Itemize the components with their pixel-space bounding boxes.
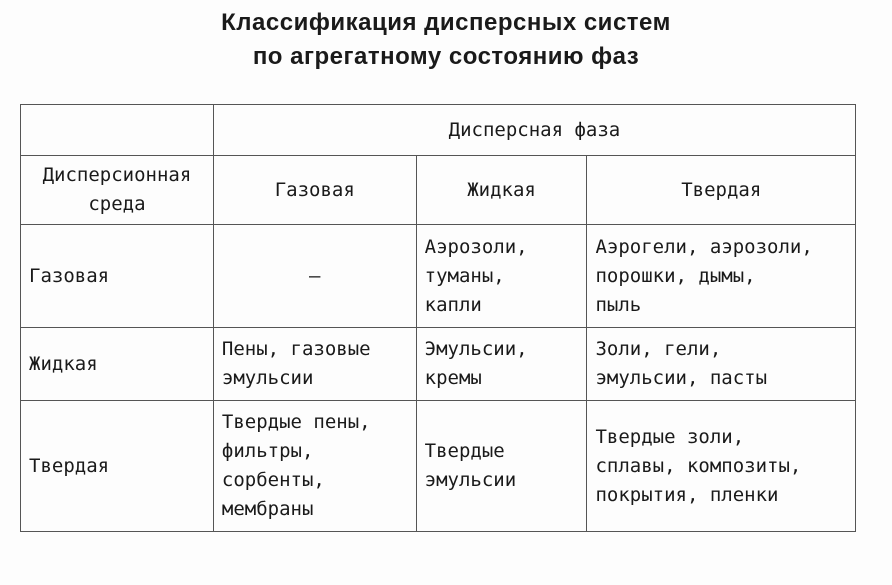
cell-solid-gas: Твердые пены, фильтры, сорбенты, мембраны	[213, 401, 416, 532]
column-header-gas: Газовая	[213, 156, 416, 225]
cell-gas-solid: Аэрогели, аэрозоли, порошки, дымы, пыль	[587, 225, 856, 328]
cell-gas-liquid: Аэрозоли, туманы, капли	[416, 225, 587, 328]
phase-header-cell: Дисперсная фаза	[213, 105, 855, 156]
table-header-row	[21, 105, 856, 156]
cell-liquid-gas: Пены, газовые эмульсии	[213, 328, 416, 401]
row-header-liquid: Жидкая	[21, 328, 214, 401]
title-line-1: Классификация дисперсных систем	[221, 9, 671, 36]
page-title	[0, 6, 892, 74]
column-header-liquid: Жидкая	[416, 156, 587, 225]
cell-liquid-liquid: Эмульсии, кремы	[416, 328, 587, 401]
corner-cell	[21, 105, 214, 156]
table-row	[21, 225, 856, 328]
table-row	[21, 328, 856, 401]
table-row	[21, 401, 856, 532]
table-subheader-row	[21, 156, 856, 225]
row-header-gas: Газовая	[21, 225, 214, 328]
cell-liquid-solid: Золи, гели, эмульсии, пасты	[587, 328, 856, 401]
cell-solid-solid: Твердые золи, сплавы, композиты, покрытия, пленки	[587, 401, 856, 532]
column-header-solid: Твердая	[587, 156, 856, 225]
cell-solid-liquid: Твердые эмульсии	[416, 401, 587, 532]
cell-gas-gas: —	[213, 225, 416, 328]
classification-table	[20, 104, 856, 532]
row-header-solid: Твердая	[21, 401, 214, 532]
medium-header-cell: Дисперсионная среда	[21, 156, 214, 225]
title-line-2: по агрегатному состоянию фаз	[252, 43, 640, 70]
